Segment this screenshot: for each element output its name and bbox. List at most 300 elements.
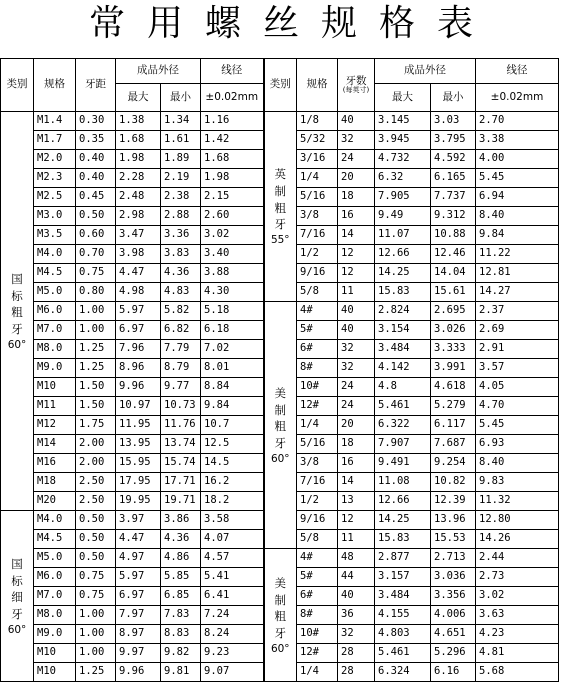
left-min-cell: 2.88: [161, 207, 201, 226]
left-max-cell: 13.95: [116, 435, 161, 454]
right-spec-cell: 12#: [297, 397, 338, 416]
right-wire-cell: 11.22: [476, 245, 559, 264]
left-wire-cell: 2.60: [201, 207, 264, 226]
right-wire-cell: 11.32: [476, 492, 559, 511]
header-outer-dia-left: 成品外径: [116, 59, 201, 84]
left-wire-cell: 3.88: [201, 264, 264, 283]
right-tpi-cell: 24: [338, 150, 375, 169]
header-spec-right: 规格: [297, 59, 338, 112]
left-pitch-cell: 0.75: [76, 587, 116, 606]
right-min-cell: 15.61: [431, 283, 476, 302]
right-spec-cell: 10#: [297, 378, 338, 397]
right-tpi-cell: 16: [338, 454, 375, 473]
right-wire-cell: 2.44: [476, 549, 559, 568]
category-bsw-label: 英制粗牙: [274, 167, 286, 232]
right-wire-cell: 14.26: [476, 530, 559, 549]
right-spec-cell: 5/32: [297, 131, 338, 150]
left-min-cell: 11.76: [161, 416, 201, 435]
left-wire-cell: 8.01: [201, 359, 264, 378]
left-pitch-cell: 1.00: [76, 606, 116, 625]
header-spec-left: 规格: [34, 59, 76, 112]
right-max-cell: 4.8: [375, 378, 431, 397]
table-row: [1, 112, 559, 131]
right-min-cell: 3.026: [431, 321, 476, 340]
left-max-cell: 2.48: [116, 188, 161, 207]
right-min-cell: 15.53: [431, 530, 476, 549]
left-wire-cell: 1.42: [201, 131, 264, 150]
left-wire-cell: 1.68: [201, 150, 264, 169]
left-spec-cell: M9.0: [34, 359, 76, 378]
left-max-cell: 19.95: [116, 492, 161, 511]
left-max-cell: 5.97: [116, 568, 161, 587]
right-max-cell: 3.157: [375, 568, 431, 587]
left-spec-cell: M10: [34, 663, 76, 682]
right-min-cell: 5.279: [431, 397, 476, 416]
right-wire-cell: 8.40: [476, 454, 559, 473]
left-pitch-cell: 2.00: [76, 454, 116, 473]
left-min-cell: 4.36: [161, 530, 201, 549]
right-max-cell: 5.461: [375, 644, 431, 663]
left-max-cell: 6.97: [116, 321, 161, 340]
right-max-cell: 6.322: [375, 416, 431, 435]
left-min-cell: 13.74: [161, 435, 201, 454]
right-max-cell: 4.155: [375, 606, 431, 625]
header-max-right: 最大: [375, 84, 431, 112]
category-unc-angle: 60°: [270, 452, 290, 465]
left-pitch-cell: 1.00: [76, 644, 116, 663]
left-wire-cell: 5.41: [201, 568, 264, 587]
header-tolerance-right: ±0.02mm: [476, 84, 559, 112]
right-spec-cell: 4#: [297, 549, 338, 568]
left-spec-cell: M7.0: [34, 321, 76, 340]
left-max-cell: 6.97: [116, 587, 161, 606]
left-spec-cell: M10: [34, 378, 76, 397]
right-tpi-cell: 24: [338, 397, 375, 416]
right-max-cell: 11.08: [375, 473, 431, 492]
right-tpi-cell: 40: [338, 587, 375, 606]
right-max-cell: 5.461: [375, 397, 431, 416]
left-wire-cell: 3.58: [201, 511, 264, 530]
right-spec-cell: 1/4: [297, 416, 338, 435]
right-min-cell: 12.46: [431, 245, 476, 264]
left-min-cell: 9.82: [161, 644, 201, 663]
right-tpi-cell: 32: [338, 340, 375, 359]
left-max-cell: 5.97: [116, 302, 161, 321]
left-pitch-cell: 0.50: [76, 207, 116, 226]
right-spec-cell: 12#: [297, 644, 338, 663]
page-title: 常用螺丝规格表: [88, 3, 495, 44]
header-wire-dia-right: 线径: [476, 59, 559, 84]
right-max-cell: 15.83: [375, 530, 431, 549]
right-tpi-cell: 32: [338, 131, 375, 150]
right-min-cell: 9.312: [431, 207, 476, 226]
left-max-cell: 2.98: [116, 207, 161, 226]
right-spec-cell: 6#: [297, 340, 338, 359]
right-min-cell: 10.88: [431, 226, 476, 245]
right-wire-cell: 12.81: [476, 264, 559, 283]
left-pitch-cell: 0.40: [76, 150, 116, 169]
left-wire-cell: 9.07: [201, 663, 264, 682]
right-wire-cell: 2.37: [476, 302, 559, 321]
left-max-cell: 15.95: [116, 454, 161, 473]
left-wire-cell: 9.23: [201, 644, 264, 663]
right-min-cell: 4.592: [431, 150, 476, 169]
right-spec-cell: 1/4: [297, 169, 338, 188]
left-pitch-cell: 1.25: [76, 340, 116, 359]
left-min-cell: 15.74: [161, 454, 201, 473]
left-min-cell: 10.73: [161, 397, 201, 416]
left-min-cell: 3.36: [161, 226, 201, 245]
right-max-cell: 6.324: [375, 663, 431, 682]
left-max-cell: 1.38: [116, 112, 161, 131]
left-wire-cell: 1.16: [201, 112, 264, 131]
left-max-cell: 9.97: [116, 644, 161, 663]
header-tpi-label: 牙数: [345, 74, 367, 87]
left-pitch-cell: 0.50: [76, 549, 116, 568]
right-max-cell: 4.142: [375, 359, 431, 378]
left-min-cell: 1.34: [161, 112, 201, 131]
right-spec-cell: 7/16: [297, 473, 338, 492]
category-metric-coarse: [1, 112, 34, 511]
left-min-cell: 7.83: [161, 606, 201, 625]
left-wire-cell: 3.02: [201, 226, 264, 245]
right-wire-cell: 2.70: [476, 112, 559, 131]
right-spec-cell: 9/16: [297, 264, 338, 283]
left-wire-cell: 8.84: [201, 378, 264, 397]
right-wire-cell: 6.94: [476, 188, 559, 207]
right-wire-cell: 3.38: [476, 131, 559, 150]
right-wire-cell: 2.91: [476, 340, 559, 359]
right-max-cell: 7.907: [375, 435, 431, 454]
right-min-cell: 9.254: [431, 454, 476, 473]
left-wire-cell: 7.24: [201, 606, 264, 625]
category-bsw: [264, 112, 297, 302]
left-pitch-cell: 1.25: [76, 663, 116, 682]
left-pitch-cell: 0.50: [76, 530, 116, 549]
right-min-cell: 4.651: [431, 625, 476, 644]
right-min-cell: 10.82: [431, 473, 476, 492]
left-spec-cell: M4.5: [34, 530, 76, 549]
header-category-left: 类别: [1, 59, 34, 112]
left-max-cell: 2.28: [116, 169, 161, 188]
left-spec-cell: M7.0: [34, 587, 76, 606]
left-pitch-cell: 2.50: [76, 492, 116, 511]
left-spec-cell: M6.0: [34, 568, 76, 587]
right-spec-cell: 7/16: [297, 226, 338, 245]
left-spec-cell: M4.5: [34, 264, 76, 283]
right-min-cell: 14.04: [431, 264, 476, 283]
right-spec-cell: 1/2: [297, 245, 338, 264]
left-max-cell: 4.98: [116, 283, 161, 302]
header-tolerance-left: ±0.02mm: [201, 84, 264, 112]
header-outer-dia-right: 成品外径: [375, 59, 476, 84]
left-spec-cell: M8.0: [34, 606, 76, 625]
right-max-cell: 4.732: [375, 150, 431, 169]
right-tpi-cell: 28: [338, 644, 375, 663]
right-wire-cell: 12.80: [476, 511, 559, 530]
table-row: [1, 549, 559, 568]
left-wire-cell: 16.2: [201, 473, 264, 492]
right-spec-cell: 1/4: [297, 663, 338, 682]
right-min-cell: 12.39: [431, 492, 476, 511]
left-wire-cell: 4.30: [201, 283, 264, 302]
right-spec-cell: 3/8: [297, 454, 338, 473]
right-tpi-cell: 16: [338, 207, 375, 226]
left-spec-cell: M2.0: [34, 150, 76, 169]
right-spec-cell: 5/16: [297, 188, 338, 207]
left-wire-cell: 10.7: [201, 416, 264, 435]
right-wire-cell: 4.70: [476, 397, 559, 416]
left-max-cell: 9.96: [116, 378, 161, 397]
left-wire-cell: 6.18: [201, 321, 264, 340]
left-pitch-cell: 0.30: [76, 112, 116, 131]
right-min-cell: 3.795: [431, 131, 476, 150]
left-max-cell: 3.47: [116, 226, 161, 245]
left-max-cell: 8.97: [116, 625, 161, 644]
right-spec-cell: 1/2: [297, 492, 338, 511]
left-min-cell: 3.86: [161, 511, 201, 530]
left-min-cell: 4.83: [161, 283, 201, 302]
left-min-cell: 8.79: [161, 359, 201, 378]
right-wire-cell: 14.27: [476, 283, 559, 302]
right-spec-cell: 3/16: [297, 150, 338, 169]
left-pitch-cell: 0.40: [76, 169, 116, 188]
right-tpi-cell: 44: [338, 568, 375, 587]
header-min-left: 最小: [161, 84, 201, 112]
right-tpi-cell: 48: [338, 549, 375, 568]
left-wire-cell: 5.18: [201, 302, 264, 321]
right-spec-cell: 8#: [297, 606, 338, 625]
left-spec-cell: M3.0: [34, 207, 76, 226]
right-spec-cell: 8#: [297, 359, 338, 378]
left-min-cell: 9.77: [161, 378, 201, 397]
table-row: [1, 302, 559, 321]
right-wire-cell: 3.63: [476, 606, 559, 625]
left-wire-cell: 9.84: [201, 397, 264, 416]
left-min-cell: 3.83: [161, 245, 201, 264]
right-max-cell: 3.145: [375, 112, 431, 131]
right-wire-cell: 3.02: [476, 587, 559, 606]
right-tpi-cell: 13: [338, 492, 375, 511]
category-metric-fine: [1, 511, 34, 682]
left-max-cell: 17.95: [116, 473, 161, 492]
left-wire-cell: 2.15: [201, 188, 264, 207]
right-spec-cell: 5#: [297, 568, 338, 587]
left-spec-cell: M12: [34, 416, 76, 435]
right-tpi-cell: 12: [338, 264, 375, 283]
left-spec-cell: M14: [34, 435, 76, 454]
category-metric-fine-label: 国标细牙: [11, 556, 23, 621]
right-max-cell: 15.83: [375, 283, 431, 302]
header-wire-dia-left: 线径: [201, 59, 264, 84]
header-pitch: 牙距: [76, 59, 116, 112]
left-wire-cell: 18.2: [201, 492, 264, 511]
right-min-cell: 6.117: [431, 416, 476, 435]
left-spec-cell: M4.0: [34, 245, 76, 264]
right-min-cell: 7.737: [431, 188, 476, 207]
header-tpi-sub: (每英寸): [342, 86, 370, 95]
left-min-cell: 6.82: [161, 321, 201, 340]
left-spec-cell: M18: [34, 473, 76, 492]
left-min-cell: 19.71: [161, 492, 201, 511]
right-min-cell: 7.687: [431, 435, 476, 454]
right-tpi-cell: 36: [338, 606, 375, 625]
left-min-cell: 6.85: [161, 587, 201, 606]
left-max-cell: 3.98: [116, 245, 161, 264]
right-tpi-cell: 11: [338, 283, 375, 302]
left-wire-cell: 8.24: [201, 625, 264, 644]
right-wire-cell: 8.40: [476, 207, 559, 226]
right-tpi-cell: 40: [338, 112, 375, 131]
left-max-cell: 11.95: [116, 416, 161, 435]
left-pitch-cell: 2.50: [76, 473, 116, 492]
left-pitch-cell: 1.00: [76, 321, 116, 340]
left-max-cell: 4.47: [116, 530, 161, 549]
right-wire-cell: 9.83: [476, 473, 559, 492]
right-min-cell: 3.333: [431, 340, 476, 359]
left-min-cell: 4.86: [161, 549, 201, 568]
right-tpi-cell: 40: [338, 302, 375, 321]
left-max-cell: 1.98: [116, 150, 161, 169]
header-tpi: [338, 59, 375, 112]
right-wire-cell: 6.93: [476, 435, 559, 454]
screw-spec-table: [0, 58, 559, 682]
left-min-cell: 7.79: [161, 340, 201, 359]
right-wire-cell: 9.84: [476, 226, 559, 245]
right-tpi-cell: 20: [338, 416, 375, 435]
left-max-cell: 4.47: [116, 264, 161, 283]
right-spec-cell: 5/8: [297, 283, 338, 302]
left-pitch-cell: 0.45: [76, 188, 116, 207]
left-spec-cell: M1.4: [34, 112, 76, 131]
left-max-cell: 10.97: [116, 397, 161, 416]
left-wire-cell: 6.41: [201, 587, 264, 606]
right-max-cell: 14.25: [375, 511, 431, 530]
right-min-cell: 2.695: [431, 302, 476, 321]
left-min-cell: 4.36: [161, 264, 201, 283]
category-metric-coarse-angle: 60°: [7, 338, 27, 351]
right-max-cell: 12.66: [375, 492, 431, 511]
right-min-cell: 3.356: [431, 587, 476, 606]
category-unc: [264, 302, 297, 549]
left-pitch-cell: 0.75: [76, 264, 116, 283]
right-tpi-cell: 18: [338, 188, 375, 207]
header-max-left: 最大: [116, 84, 161, 112]
right-spec-cell: 4#: [297, 302, 338, 321]
left-spec-cell: M8.0: [34, 340, 76, 359]
right-tpi-cell: 40: [338, 321, 375, 340]
right-max-cell: 11.07: [375, 226, 431, 245]
right-tpi-cell: 32: [338, 625, 375, 644]
right-max-cell: 3.154: [375, 321, 431, 340]
left-min-cell: 8.83: [161, 625, 201, 644]
right-min-cell: 4.618: [431, 378, 476, 397]
left-min-cell: 5.85: [161, 568, 201, 587]
right-max-cell: 9.491: [375, 454, 431, 473]
right-min-cell: 3.03: [431, 112, 476, 131]
left-min-cell: 1.61: [161, 131, 201, 150]
left-spec-cell: M20: [34, 492, 76, 511]
right-max-cell: 3.484: [375, 587, 431, 606]
right-max-cell: 9.49: [375, 207, 431, 226]
left-min-cell: 1.89: [161, 150, 201, 169]
right-wire-cell: 2.73: [476, 568, 559, 587]
right-tpi-cell: 20: [338, 169, 375, 188]
right-max-cell: 4.803: [375, 625, 431, 644]
left-max-cell: 7.97: [116, 606, 161, 625]
right-max-cell: 14.25: [375, 264, 431, 283]
right-spec-cell: 5/16: [297, 435, 338, 454]
left-spec-cell: M5.0: [34, 549, 76, 568]
left-min-cell: 2.38: [161, 188, 201, 207]
left-min-cell: 17.71: [161, 473, 201, 492]
right-spec-cell: 1/8: [297, 112, 338, 131]
left-max-cell: 9.96: [116, 663, 161, 682]
right-min-cell: 4.006: [431, 606, 476, 625]
right-wire-cell: 5.45: [476, 416, 559, 435]
category-unf: [264, 549, 297, 682]
right-max-cell: 2.824: [375, 302, 431, 321]
left-wire-cell: 1.98: [201, 169, 264, 188]
right-tpi-cell: 11: [338, 530, 375, 549]
right-wire-cell: 2.69: [476, 321, 559, 340]
left-spec-cell: M9.0: [34, 625, 76, 644]
left-spec-cell: M3.5: [34, 226, 76, 245]
right-max-cell: 7.905: [375, 188, 431, 207]
right-tpi-cell: 14: [338, 473, 375, 492]
left-wire-cell: 3.40: [201, 245, 264, 264]
left-pitch-cell: 0.50: [76, 511, 116, 530]
right-spec-cell: 6#: [297, 587, 338, 606]
left-wire-cell: 4.57: [201, 549, 264, 568]
left-spec-cell: M1.7: [34, 131, 76, 150]
left-max-cell: 7.96: [116, 340, 161, 359]
left-pitch-cell: 1.50: [76, 378, 116, 397]
left-max-cell: 8.96: [116, 359, 161, 378]
left-spec-cell: M10: [34, 644, 76, 663]
right-max-cell: 3.484: [375, 340, 431, 359]
right-min-cell: 6.16: [431, 663, 476, 682]
left-min-cell: 5.82: [161, 302, 201, 321]
left-spec-cell: M5.0: [34, 283, 76, 302]
left-min-cell: 2.19: [161, 169, 201, 188]
left-spec-cell: M16: [34, 454, 76, 473]
right-wire-cell: 5.68: [476, 663, 559, 682]
category-metric-fine-angle: 60°: [7, 623, 27, 636]
right-tpi-cell: 28: [338, 663, 375, 682]
right-tpi-cell: 12: [338, 245, 375, 264]
left-pitch-cell: 0.35: [76, 131, 116, 150]
left-wire-cell: 14.5: [201, 454, 264, 473]
right-min-cell: 5.296: [431, 644, 476, 663]
right-min-cell: 2.713: [431, 549, 476, 568]
right-spec-cell: 3/8: [297, 207, 338, 226]
left-min-cell: 9.81: [161, 663, 201, 682]
left-wire-cell: 4.07: [201, 530, 264, 549]
left-wire-cell: 7.02: [201, 340, 264, 359]
left-max-cell: 3.97: [116, 511, 161, 530]
left-spec-cell: M2.3: [34, 169, 76, 188]
right-max-cell: 2.877: [375, 549, 431, 568]
right-wire-cell: 3.57: [476, 359, 559, 378]
category-unc-label: 美制粗牙: [274, 385, 286, 450]
left-pitch-cell: 0.80: [76, 283, 116, 302]
right-max-cell: 6.32: [375, 169, 431, 188]
left-pitch-cell: 1.00: [76, 302, 116, 321]
right-min-cell: 3.036: [431, 568, 476, 587]
category-unf-angle: 60°: [270, 642, 290, 655]
left-spec-cell: M6.0: [34, 302, 76, 321]
